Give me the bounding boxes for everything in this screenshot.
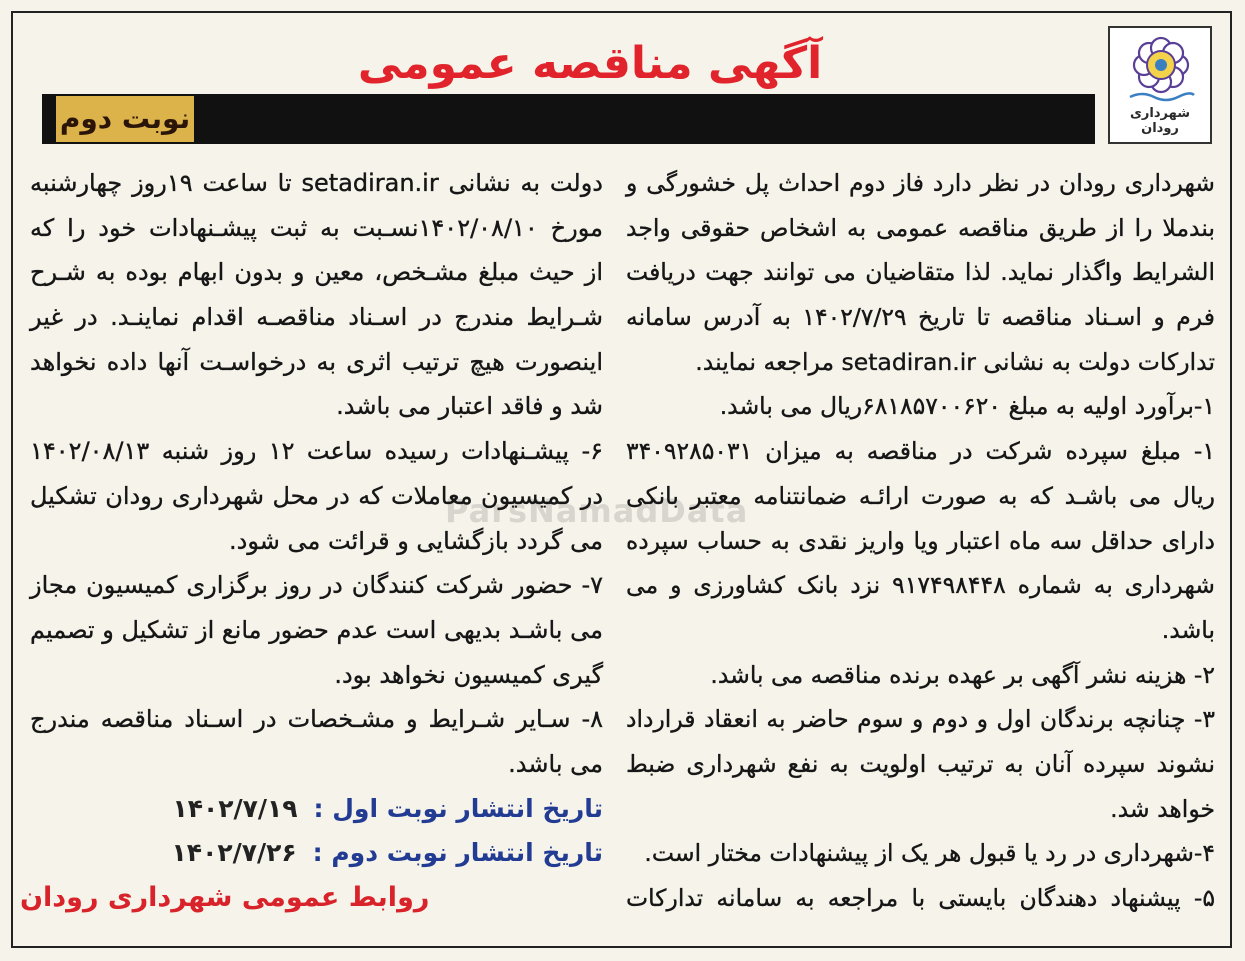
line-text: الشرایط واگذار نماید. لذا متقاضیان می توانند جهت دریافت xyxy=(626,258,1215,287)
right-column-line xyxy=(626,519,1215,564)
line-text: دارای حداقل سه ماه اعتبار ویا واریز نقدی به حساب سپرده xyxy=(626,526,1215,555)
line-text: اینصورت هیچ ترتیب اثری به درخواسـت آنها داده نخواهد xyxy=(30,347,603,376)
flower-emblem-icon xyxy=(1116,31,1206,107)
right-column-line xyxy=(626,831,1215,876)
line-text: می گردد بازگشایی و قرائت می شود. xyxy=(229,526,603,555)
right-column-line xyxy=(626,250,1215,295)
publication-label: تاریخ انتشار نوبت اول : xyxy=(313,793,603,823)
line-text: می باشد. xyxy=(508,749,603,778)
left-column-line xyxy=(30,206,603,251)
municipality-logo xyxy=(1108,26,1212,144)
left-column-line xyxy=(30,250,603,295)
logo-caption: شهرداری رودان xyxy=(1130,106,1190,136)
left-column-line xyxy=(30,161,603,206)
second-publication-date xyxy=(30,831,603,876)
line-text: ۶- پیشـنهادات رسیده ساعت ۱۲ روز شنبه ۱۴۰۲/۰۸/۱۳ xyxy=(30,437,603,466)
left-column-line xyxy=(30,295,603,340)
line-text: گیری کمیسیون نخواهد بود. xyxy=(334,660,603,689)
line-text: تدارکات دولت به نشانی setadiran.ir مراجعه نمایند. xyxy=(695,347,1215,376)
line-text: باشد. xyxy=(1161,615,1215,644)
line-text: شهرداری به شماره ۹۱۷۴۹۸۴۴۸ نزد بانک کشاورزی و می xyxy=(626,571,1216,600)
line-text: می باشـد بدیهی است عدم حضور مانع از تشکیل و تصمیم xyxy=(30,615,603,644)
publication-label: تاریخ انتشار نوبت دوم : xyxy=(312,838,603,868)
right-column-line xyxy=(626,206,1215,251)
left-column-line xyxy=(30,474,603,519)
right-column-line xyxy=(626,429,1215,474)
line-text: از حیث مبلغ مشـخص، معین و بدون ابهام بوده به شـرح xyxy=(30,258,603,287)
line-text: بندملا را از طریق مناقصه عمومی به اشخاص حقوقی واجد xyxy=(626,213,1215,242)
line-text: مورخ ۱۴۰۲/۰۸/۱۰نسـبت به ثبت پیشـنهادات خود را که xyxy=(30,213,604,242)
watermark: ParsNamadData xyxy=(445,492,749,530)
right-column-line xyxy=(626,161,1215,206)
right-column-line xyxy=(626,653,1215,698)
left-column-line xyxy=(30,653,603,698)
line-text: ۷- حضور شرکت کنندگان در روز برگزاری کمیسیون مجاز xyxy=(30,571,603,600)
publication-date: ۱۴۰۲/۷/۲۶ xyxy=(171,838,297,868)
line-text: ۱- مبلغ سپرده شرکت در مناقصه به میزان ۳۴۰۹۲۸۵۰۳۱ xyxy=(626,437,1215,466)
right-column-line xyxy=(626,563,1215,608)
left-column-line xyxy=(30,697,603,742)
left-column-line xyxy=(30,742,603,787)
edition-badge: نوبت دوم xyxy=(56,96,194,142)
right-column-line xyxy=(626,697,1215,742)
left-column xyxy=(20,161,604,921)
line-text: ۵- پیشنهاد دهندگان بایستی با مراجعه به سامانه تدارکات xyxy=(626,884,1215,912)
line-text: ۳- چنانچه برندگان اول و دوم و سوم حاضر به انعقاد قرارداد xyxy=(626,705,1215,734)
line-text: ۲- هزینه نشر آگهی بر عهده برنده مناقصه می باشد. xyxy=(710,660,1215,689)
right-column-line xyxy=(626,295,1215,340)
line-text: شد و فاقد اعتبار می باشد. xyxy=(336,392,603,421)
line-text: ۴-شهرداری در رد یا قبول هر یک از پیشنهادات مختار است. xyxy=(644,839,1215,868)
right-column-line xyxy=(626,876,1215,921)
line-text: خواهد شد. xyxy=(1110,794,1215,823)
right-column xyxy=(626,161,1215,921)
line-text: ۱-برآورد اولیه به مبلغ ۶۸۱۸۵۷۰۰۶۲۰ریال می باشد. xyxy=(719,392,1215,421)
left-column-line xyxy=(30,608,603,653)
line-text: دولت به نشانی setadiran.ir تا ساعت ۱۹روز چهارشنبه xyxy=(30,169,603,197)
left-column-line xyxy=(30,384,603,429)
first-publication-date xyxy=(30,787,603,832)
line-text: شـرایط مندرج در اسـناد مناقصـه اقدام نماینـد. در غیر xyxy=(30,303,603,332)
header-bar xyxy=(42,94,1095,144)
line-text: نشوند سپرده آنان به ترتیب اولویت به نفع شهرداری ضبط xyxy=(626,749,1215,778)
right-column-line xyxy=(626,787,1215,832)
right-column-line xyxy=(626,340,1215,385)
page-title: آگهی مناقصه عمومی xyxy=(357,38,823,89)
publication-date: ۱۴۰۲/۷/۱۹ xyxy=(172,793,298,823)
right-column-line xyxy=(626,474,1215,519)
left-column-line xyxy=(30,563,603,608)
left-column-line xyxy=(30,429,603,474)
left-column-line xyxy=(30,340,603,385)
line-text: ۸- سـایر شـرایط و مشـخصات در اسـناد مناقصه مندرج xyxy=(30,705,603,734)
left-column-line xyxy=(30,519,603,564)
right-column-line xyxy=(626,384,1215,429)
line-text: در کمیسیون معاملات که در محل شهرداری رودان تشکیل xyxy=(30,481,603,510)
right-column-line xyxy=(626,608,1215,653)
right-column-line xyxy=(626,742,1215,787)
line-text: فرم و اسـناد مناقصه تا تاریخ ۱۴۰۲/۷/۲۹ به آدرس سامانه xyxy=(626,303,1215,332)
signature: روابط عمومی شهرداری رودان xyxy=(20,882,430,913)
line-text: شهرداری رودان در نظر دارد فاز دوم احداث پل خشورگی و xyxy=(626,169,1215,197)
line-text: ریال می باشـد که به صورت ارائـه ضمانتنامه معتبر بانکی xyxy=(626,481,1215,510)
